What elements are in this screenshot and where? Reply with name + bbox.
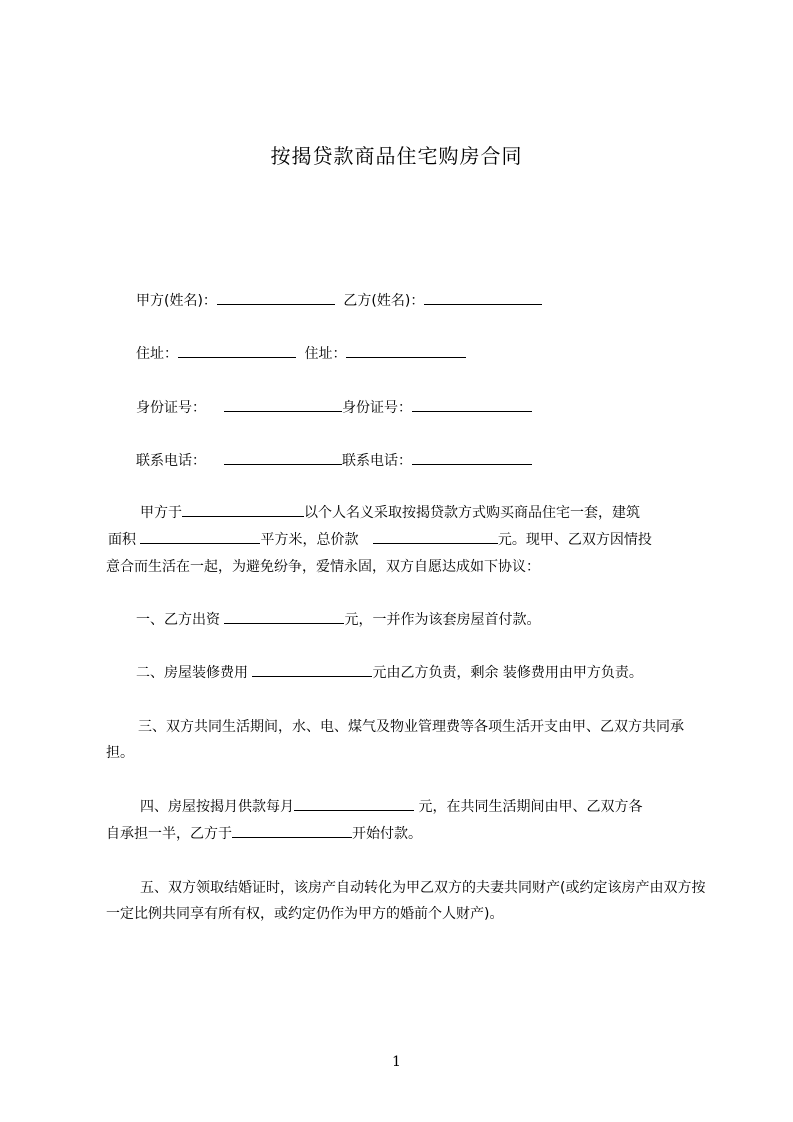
intro-line-3: 意合而生活在一起，为避免纷争，爱情永固，双方自愿达成如下协议： [106, 559, 540, 575]
party-a-address-blank[interactable] [178, 342, 296, 358]
intro-line-1 [140, 500, 640, 526]
page-title: 按揭贷款商品住宅购房合同 [270, 144, 523, 168]
party-b-id-label: 身份证号： [342, 400, 412, 416]
party-a-phone-blank[interactable] [224, 449, 342, 465]
party-b-address-label: 住址： [304, 346, 347, 362]
clause-2 [136, 660, 643, 686]
renovation-fee-blank[interactable] [252, 661, 372, 677]
clause-2-text: 二、房屋装修费用 [136, 665, 253, 681]
purchase-date-blank[interactable] [182, 501, 304, 517]
clause-3: 三、双方共同生活期间，水、电、煤气及物业管理费等各项生活开支由甲、乙双方共同承担。 [106, 719, 684, 761]
party-b-phone-blank[interactable] [412, 449, 532, 465]
clause-4-text: 元，在共同生活期间由甲、乙双方各 [414, 799, 643, 815]
payment-start-blank[interactable] [232, 822, 352, 838]
party-a-name-label: 甲方(姓名)： [136, 293, 217, 309]
clause-4-text: 开始付款。 [352, 826, 422, 842]
intro-text: 面积 [108, 532, 141, 548]
total-price-blank[interactable] [373, 528, 498, 544]
clause-4-text: 自承担一半，乙方于 [106, 826, 232, 842]
clause-4-line-1 [140, 794, 642, 820]
intro-line-2 [108, 527, 652, 553]
intro-text: 平方米，总价款 [260, 532, 363, 548]
intro-text: 以个人名义采取按揭贷款方式购买商品住宅一套，建筑 [304, 505, 640, 521]
down-payment-blank[interactable] [224, 608, 344, 624]
party-a-phone-label: 联系电话： [136, 453, 206, 469]
intro-text: 元。现甲、乙双方因情投 [497, 532, 652, 548]
intro-text: 甲方于 [140, 505, 182, 521]
clause-4-text: 四、房屋按揭月供款每月 [140, 799, 294, 815]
party-b-name-label: 乙方(姓名)： [343, 293, 425, 309]
address-row [136, 341, 466, 367]
party-a-id-label: 身份证号： [136, 400, 206, 416]
monthly-payment-blank[interactable] [294, 795, 414, 811]
party-a-id-blank[interactable] [224, 396, 342, 412]
party-name-row [136, 288, 542, 314]
phone-row [136, 448, 532, 474]
party-a-name-blank[interactable] [217, 289, 335, 305]
clause-1-text: 元，一并作为该套房屋首付款。 [344, 612, 541, 628]
party-b-name-blank[interactable] [424, 289, 542, 305]
page-number: 1 [392, 1054, 401, 1070]
party-b-address-blank[interactable] [346, 342, 466, 358]
clause-1-text: 一、乙方出资 [136, 612, 225, 628]
party-b-id-blank[interactable] [412, 396, 532, 412]
clause-2-text: 元由乙方负责，剩余 装修费用由甲方负责。 [372, 665, 643, 681]
area-blank[interactable] [140, 528, 260, 544]
clause-4-line-2 [106, 821, 422, 847]
clause-5: 五、双方领取结婚证时，该房产自动转化为甲乙双方的夫妻共同财产(或约定该房产由双方按一定比例共同享有所有权，或约定仍作为甲方的婚前个人财产)。 [106, 880, 706, 922]
id-row [136, 395, 532, 421]
clause-1 [136, 607, 540, 633]
party-b-phone-label: 联系电话： [342, 453, 412, 469]
party-a-address-label: 住址： [136, 346, 178, 362]
